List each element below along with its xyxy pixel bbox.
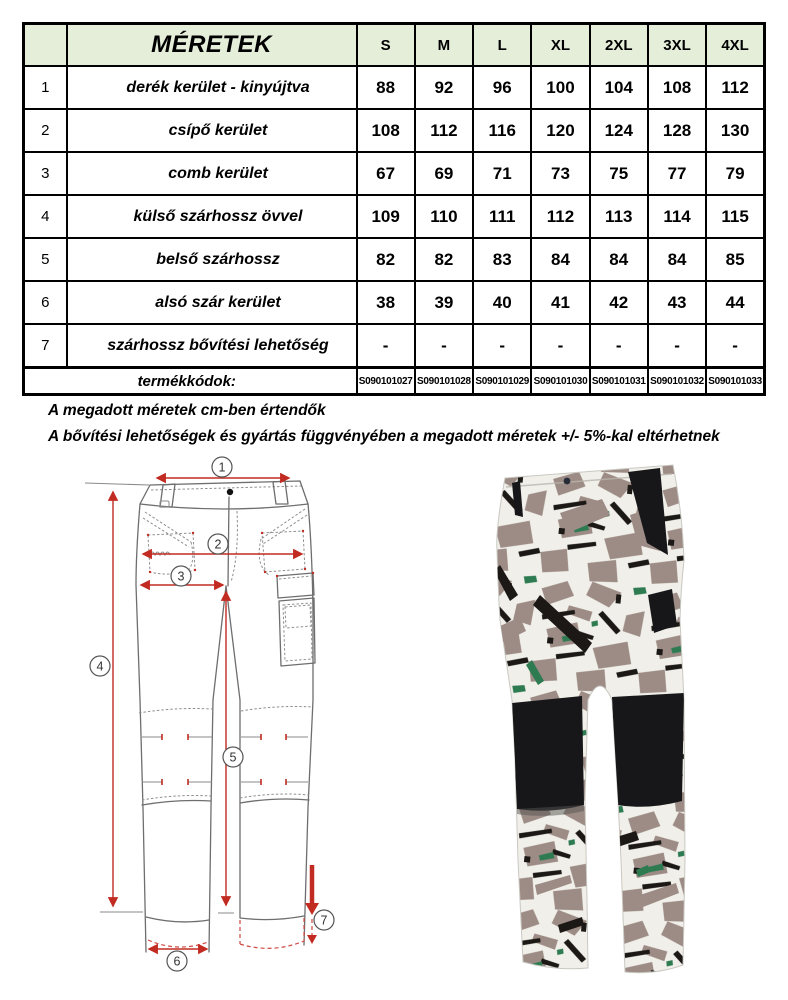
table-row <box>24 281 765 324</box>
table-title: MÉRETEK <box>67 24 357 67</box>
cell-value: - <box>473 324 531 368</box>
svg-text:6: 6 <box>173 954 181 969</box>
cell-value: - <box>357 324 415 368</box>
product-code: S090101032 <box>648 368 706 395</box>
row-label: szárhossz bővítési lehetőség <box>67 324 357 368</box>
measure-marker-4 <box>90 656 110 676</box>
cell-value: - <box>531 324 589 368</box>
cell-value: 112 <box>706 66 764 109</box>
product-code: S090101027 <box>357 368 415 395</box>
row-label: alsó szár kerület <box>67 281 357 324</box>
measure-marker-5 <box>223 747 243 767</box>
cell-value: 44 <box>706 281 764 324</box>
cell-value: 39 <box>415 281 473 324</box>
cell-value: 124 <box>590 109 648 152</box>
row-number: 1 <box>24 66 67 109</box>
svg-text:4: 4 <box>96 659 104 674</box>
pants-photo-shape <box>480 465 685 973</box>
product-codes-label: termékkódok: <box>24 368 357 395</box>
cell-value: 38 <box>357 281 415 324</box>
cell-value: 116 <box>473 109 531 152</box>
svg-text:5: 5 <box>229 750 237 765</box>
row-number: 7 <box>24 324 67 368</box>
cell-value: - <box>706 324 764 368</box>
svg-text:3: 3 <box>177 569 185 584</box>
table-row <box>24 195 765 238</box>
cell-value: 67 <box>357 152 415 195</box>
cell-value: 69 <box>415 152 473 195</box>
cell-value: 43 <box>648 281 706 324</box>
row-label: derék kerület - kinyújtva <box>67 66 357 109</box>
cell-value: 108 <box>648 66 706 109</box>
cell-value: 85 <box>706 238 764 281</box>
size-header-3xl: 3XL <box>648 24 706 67</box>
cell-value: 115 <box>706 195 764 238</box>
cell-value: 88 <box>357 66 415 109</box>
measure-marker-2 <box>208 534 228 554</box>
cell-value: 73 <box>531 152 589 195</box>
cell-value: 112 <box>415 109 473 152</box>
row-label: külső szárhossz övvel <box>67 195 357 238</box>
row-number: 4 <box>24 195 67 238</box>
cell-value: 84 <box>590 238 648 281</box>
table-row <box>24 152 765 195</box>
cell-value: 120 <box>531 109 589 152</box>
svg-text:7: 7 <box>320 913 328 928</box>
cell-value: - <box>648 324 706 368</box>
left-thigh-pocket <box>147 532 196 574</box>
cell-value: 112 <box>531 195 589 238</box>
cell-value: 75 <box>590 152 648 195</box>
cell-value: 83 <box>473 238 531 281</box>
table-header-row <box>24 24 765 67</box>
size-table <box>22 22 766 396</box>
row-label: belső szárhossz <box>67 238 357 281</box>
table-row <box>24 324 765 368</box>
cell-value: 113 <box>590 195 648 238</box>
right-thigh-pocket <box>261 530 306 573</box>
table-row <box>24 109 765 152</box>
row-number: 3 <box>24 152 67 195</box>
cell-value: 130 <box>706 109 764 152</box>
pants-measurement-diagram <box>85 455 405 990</box>
cell-value: 42 <box>590 281 648 324</box>
cell-value: 110 <box>415 195 473 238</box>
cell-value: 108 <box>357 109 415 152</box>
row-number: 6 <box>24 281 67 324</box>
size-header-m: M <box>415 24 473 67</box>
cell-value: 128 <box>648 109 706 152</box>
notes <box>48 398 720 450</box>
svg-text:1: 1 <box>218 460 226 475</box>
row-label: csípő kerület <box>67 109 357 152</box>
measure-marker-3 <box>171 566 191 586</box>
waist-button <box>564 478 571 485</box>
cell-value: - <box>415 324 473 368</box>
size-header-l: L <box>473 24 531 67</box>
cell-value: - <box>590 324 648 368</box>
cell-value: 82 <box>357 238 415 281</box>
camo-pants-photo <box>440 455 788 990</box>
row-number: 5 <box>24 238 67 281</box>
cell-value: 109 <box>357 195 415 238</box>
cell-value: 40 <box>473 281 531 324</box>
svg-text:2: 2 <box>214 537 222 552</box>
size-header-4xl: 4XL <box>706 24 764 67</box>
cell-value: 82 <box>415 238 473 281</box>
cell-value: 96 <box>473 66 531 109</box>
cell-value: 77 <box>648 152 706 195</box>
cell-value: 104 <box>590 66 648 109</box>
cell-value: 84 <box>648 238 706 281</box>
cell-value: 111 <box>473 195 531 238</box>
header-empty-cell <box>24 24 67 67</box>
measure-marker-7 <box>314 910 334 930</box>
product-code: S090101030 <box>531 368 589 395</box>
product-code: S090101033 <box>706 368 764 395</box>
product-code: S090101031 <box>590 368 648 395</box>
cell-value: 79 <box>706 152 764 195</box>
cell-value: 114 <box>648 195 706 238</box>
product-code: S090101028 <box>415 368 473 395</box>
measure-marker-6 <box>167 951 187 971</box>
note-line-1: A megadott méretek cm-ben értendők <box>48 402 326 419</box>
size-header-s: S <box>357 24 415 67</box>
cargo-pocket <box>276 572 315 666</box>
cell-value: 84 <box>531 238 589 281</box>
note-line-2: A bővítési lehetőségek és gyártás függvényében a megadott méretek +/- 5%-kal eltérhetnek <box>48 428 720 445</box>
cell-value: 41 <box>531 281 589 324</box>
product-code: S090101029 <box>473 368 531 395</box>
table-row <box>24 238 765 281</box>
size-header-2xl: 2XL <box>590 24 648 67</box>
row-number: 2 <box>24 109 67 152</box>
cell-value: 92 <box>415 66 473 109</box>
cell-value: 71 <box>473 152 531 195</box>
product-codes-row <box>24 368 765 395</box>
size-header-xl: XL <box>531 24 589 67</box>
measure-marker-1 <box>212 457 232 477</box>
measurement-arrows <box>85 478 319 949</box>
table-row <box>24 66 765 109</box>
row-label: comb kerület <box>67 152 357 195</box>
cell-value: 100 <box>531 66 589 109</box>
